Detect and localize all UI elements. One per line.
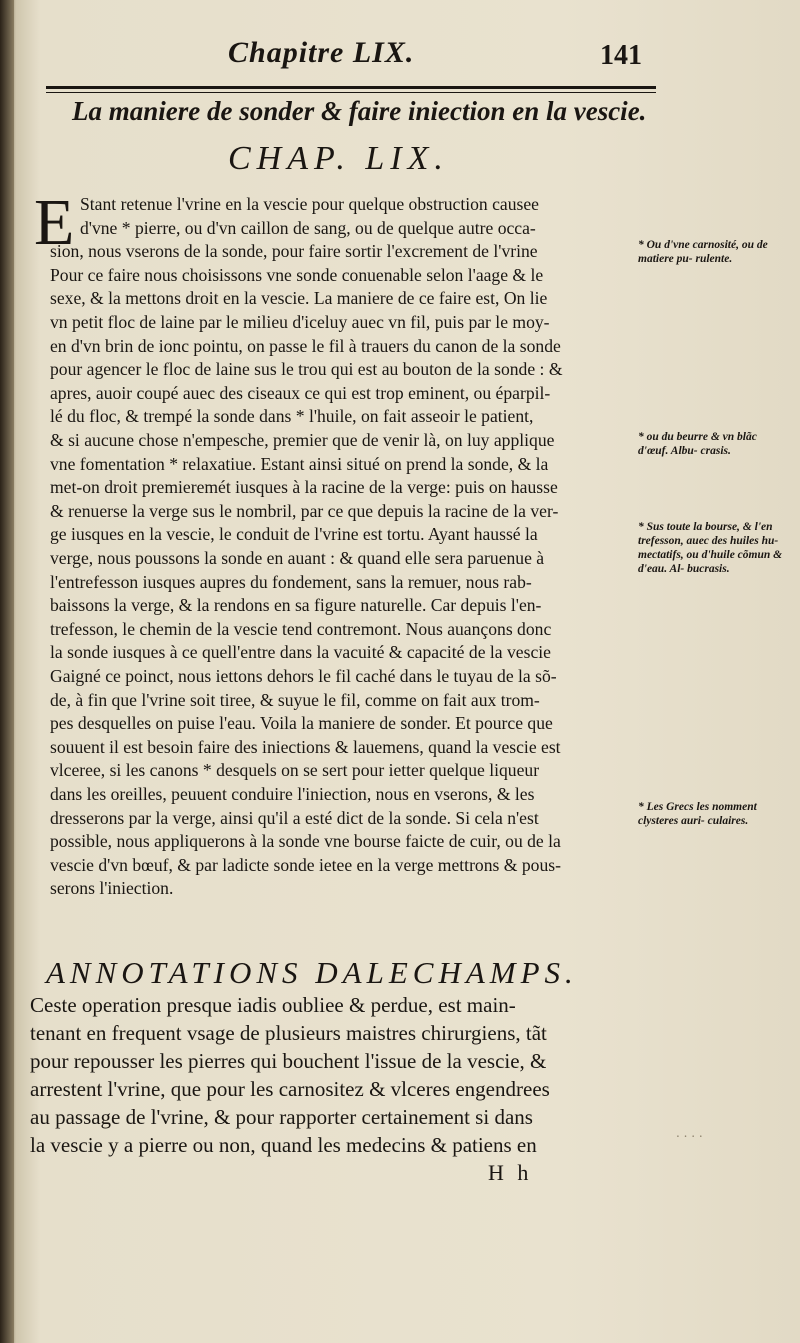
- annotation-line: pour repousser les pierres qui bouchent l'issue de la vescie, &: [30, 1049, 547, 1073]
- body-line: en d'vn brin de ionc pointu, on passe le fil à trauers du canon de la sonde: [50, 335, 561, 356]
- body-line: serons l'iniection.: [50, 878, 174, 899]
- body-line: dans les oreilles, peuuent conduire l'iniection, nous en vserons, & les: [50, 784, 535, 804]
- body-line: verge, nous poussons la sonde en auant : & quand elle sera paruenue à: [50, 548, 545, 568]
- margin-note: * Les Grecs les nomment clysteres auri- culaires.: [638, 801, 757, 827]
- body-line: souuent il est besoin faire des iniections & lauemens, quand la vescie est: [50, 736, 561, 757]
- annotations-heading: ANNOTATIONS DALECHAMPS.: [46, 955, 578, 990]
- annotation-line: au passage de l'vrine, & pour rapporter certainement si dans: [30, 1105, 533, 1129]
- body-line: ge iusques en la vescie, le conduit de l'vrine est tortu. Ayant haussé la: [50, 524, 538, 545]
- body-line: Pour ce faire nous choisissons vne sonde conuenable selon l'aage & le: [50, 264, 544, 285]
- binding-gutter: [0, 0, 14, 1343]
- annotation-line: Ceste operation presque iadis oubliee & perdue, est main-: [30, 993, 516, 1017]
- running-head: Chapitre LIX.: [228, 36, 415, 69]
- annotation-line: arrestent l'vrine, que pour les carnositez & vlceres engendrees: [30, 1077, 550, 1101]
- body-line: vlceree, si les canons * desquels on se sert pour ietter quelque liqueur: [50, 760, 540, 781]
- body-line: baissons la verge, & la rendons en sa figure naturelle. Car depuis l'en-: [50, 595, 542, 616]
- body-line: vescie d'vn bœuf, & par ladicte sonde ietee en la verge mettrons & pous-: [50, 854, 561, 875]
- body-line: met-on droit premieremét iusques à la racine de la verge: puis on hausse: [50, 477, 558, 498]
- header-rule-thin: [46, 92, 656, 93]
- body-line: pour agencer le floc de laine sus le trou qui est au bouton de la sonde : &: [50, 359, 563, 380]
- body-line: & si aucune chose n'empesche, premier que de venir là, on luy applique: [50, 430, 555, 450]
- body-line: possible, nous appliquerons à la sonde vne bourse faicte de cuir, ou de la: [50, 831, 561, 852]
- margin-note: * Ou d'vne carnosité, ou de matiere pu- rulente.: [638, 239, 768, 265]
- body-line: lé du floc, & trempé la sonde dans * l'huile, on fait asseoir le patient,: [50, 406, 534, 427]
- body-line: vne fomentation * relaxatiue. Estant ainsi situé on prend la sonde, & la: [50, 453, 549, 474]
- body-line: sexe, & la mettons droit en la vescie. La maniere de ce faire est, On lie: [50, 288, 548, 309]
- page-number: 141: [600, 40, 642, 71]
- signature-mark: H h: [488, 1160, 533, 1185]
- body-line: la sonde iusques à ce quell'entre dans la vacuité & capacité de la vescie: [50, 642, 551, 663]
- annotation-line: la vescie y a pierre ou non, quand les medecins & patiens en: [30, 1133, 537, 1157]
- chapter-heading: CHAP. LIX.: [228, 140, 449, 177]
- body-line: de, à fin que l'vrine soit tiree, & suyue le fil, comme on fait aux trom-: [50, 689, 540, 710]
- drop-capital: E: [34, 186, 75, 259]
- body-line: d'vne * pierre, ou d'vn caillon de sang, ou de quelque autre occa-: [80, 217, 536, 238]
- body-line: Stant retenue l'vrine en la vescie pour quelque obstruction causee: [80, 194, 539, 214]
- body-line: vn petit floc de laine par le milieu d'iceluy auec vn fil, puis par le moy-: [50, 312, 550, 332]
- header-rule: [46, 86, 656, 89]
- annotation-line: tenant en frequent vsage de plusieurs maistres chirurgiens, tãt: [30, 1021, 547, 1045]
- body-line: trefesson, le chemin de la vescie tend contremont. Nous auançons donc: [50, 618, 552, 639]
- body-line: dresserons par la verge, ainsi qu'il a esté dict de la sonde. Si cela n'est: [50, 807, 539, 828]
- body-line: pes desquelles on puise l'eau. Voila la maniere de sonder. Et pource que: [50, 713, 553, 734]
- body-line: Gaigné ce poinct, nous iettons dehors le fil caché dans le tuyau de la sõ-: [50, 666, 557, 686]
- body-line: sion, nous vserons de la sonde, pour faire sortir l'excrement de l'vrine: [50, 241, 538, 262]
- body-line: l'entrefesson iusques aupres du fondement, sans la remuer, nous rab-: [50, 571, 532, 592]
- margin-note: * Sus toute la bourse, & l'en trefesson, auec des huiles hu- mectatifs, ou d'huile cõmun & d'eau. Al- bucrasis.: [638, 521, 783, 575]
- chapter-title: La maniere de sonder & faire iniection en la vescie.: [72, 96, 647, 126]
- margin-note: * ou du beurre & vn blãc d'œuf. Albu- crasis.: [638, 431, 757, 457]
- body-line: apres, auoir coupé auec des ciseaux ce qui est trop eminent, ou éparpil-: [50, 382, 551, 403]
- margin-marks: . . . .: [676, 1126, 703, 1140]
- body-line: & renuerse la verge sus le nombril, par ce que depuis la racine de la ver-: [50, 500, 559, 521]
